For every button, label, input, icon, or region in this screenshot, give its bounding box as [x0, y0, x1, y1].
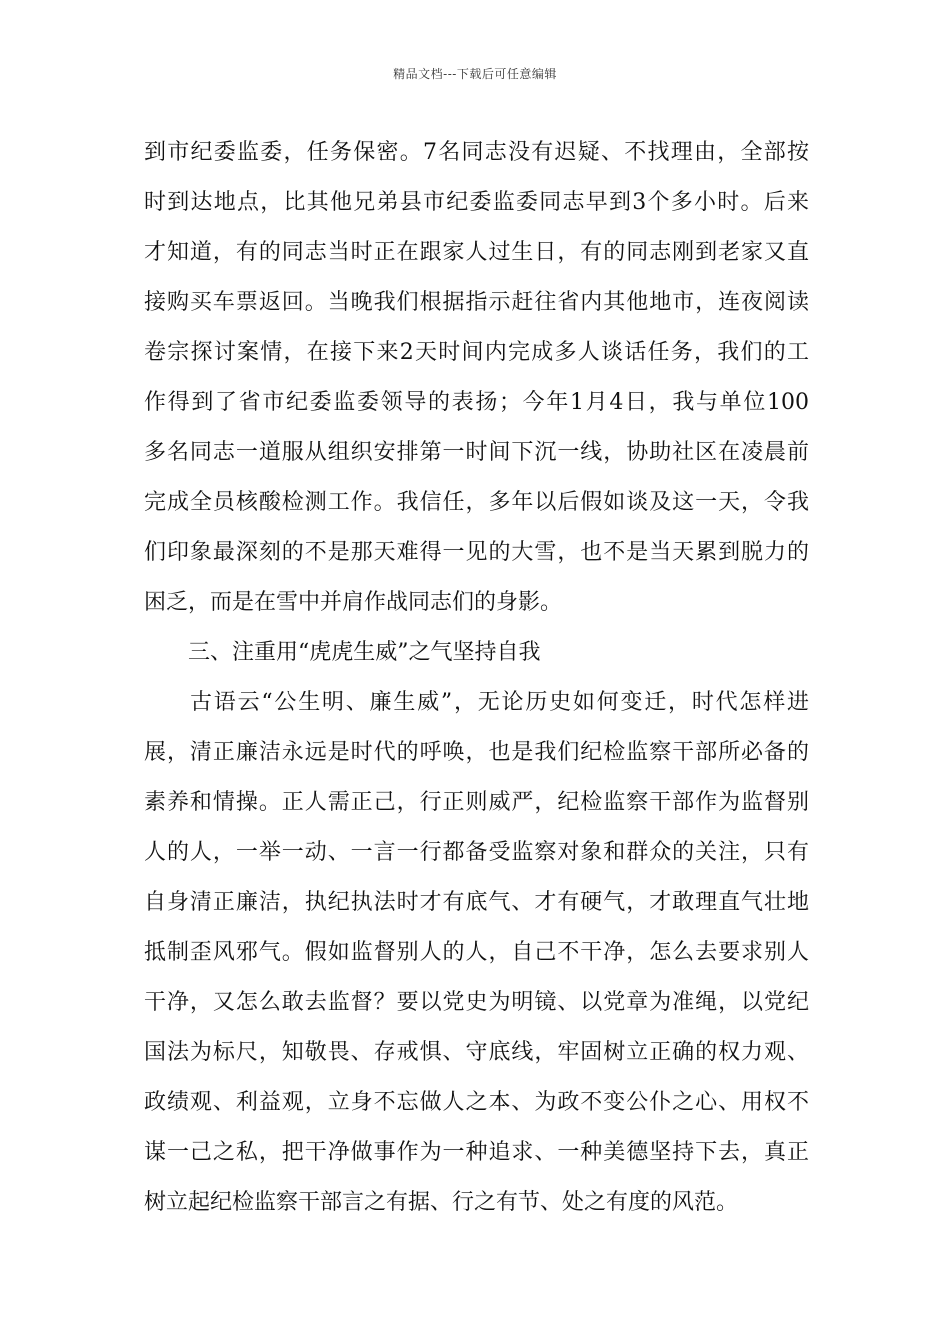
text-line: 接购买车票返回。当晚我们根据指示赶往省内其他地市，连夜阅读 — [144, 290, 809, 315]
text-line: 才知道，有的同志当时正在跟家人过生日，有的同志刚到老家又直 — [144, 240, 809, 265]
text-line: 干净，又怎么敢去监督？要以党史为明镜、以党章为准绳，以党纪 — [144, 990, 809, 1015]
text-line: 们印象最深刻的不是那天难得一见的大雪，也不是当天累到脱力的 — [144, 540, 809, 565]
text-line: 国法为标尺，知敬畏、存戒惧、守底线，牢固树立正确的权力观、 — [144, 1040, 809, 1065]
text-line: 困乏，而是在雪中并肩作战同志们的身影。 — [144, 590, 563, 615]
text-line: 完成全员核酸检测工作。我信任，多年以后假如谈及这一天，令我 — [144, 490, 809, 515]
section-heading: 三、注重用“虎虎生威”之气坚持自我 — [188, 640, 541, 665]
paragraph-integrity — [144, 678, 809, 1228]
text-line: 自身清正廉洁，执纪执法时才有底气、才有硬气，才敢理直气壮地 — [144, 890, 809, 915]
text-line: 到市纪委监委，任务保密。7名同志没有迟疑、不找理由，全部按 — [144, 140, 809, 165]
text-line: 抵制歪风邪气。假如监督别人的人，自己不干净，怎么去要求别人 — [144, 940, 809, 965]
text-line: 素养和情操。正人需正己，行正则威严，纪检监察干部作为监督别 — [144, 790, 809, 815]
text-line: 谋一己之私，把干净做事作为一种追求、一种美德坚持下去，真正 — [144, 1140, 809, 1165]
text-line: 展，清正廉洁永远是时代的呼唤，也是我们纪检监察干部所必备的 — [144, 740, 809, 765]
text-line: 树立起纪检监察干部言之有据、行之有节、处之有度的风范。 — [144, 1190, 739, 1215]
text-line: 作得到了省市纪委监委领导的表扬；今年1月4日，我与单位100 — [144, 390, 809, 415]
text-line: 多名同志一道服从组织安排第一时间下沉一线，协助社区在凌晨前 — [144, 440, 809, 465]
text-line: 古语云“公生明、廉生威”，无论历史如何变迁，时代怎样进 — [190, 690, 809, 715]
document-body — [144, 128, 809, 1228]
text-line: 人的人，一举一动、一言一行都备受监察对象和群众的关注，只有 — [144, 840, 809, 865]
text-line: 政绩观、利益观，立身不忘做人之本、为政不变公仆之心、用权不 — [144, 1090, 809, 1115]
page-header: 精品文档---下载后可任意编辑 — [393, 67, 557, 81]
text-line: 时到达地点，比其他兄弟县市纪委监委同志早到3个多小时。后来 — [144, 190, 809, 215]
paragraph-continuation — [144, 128, 809, 628]
text-line: 卷宗探讨案情，在接下来2天时间内完成多人谈话任务，我们的工 — [144, 340, 809, 365]
